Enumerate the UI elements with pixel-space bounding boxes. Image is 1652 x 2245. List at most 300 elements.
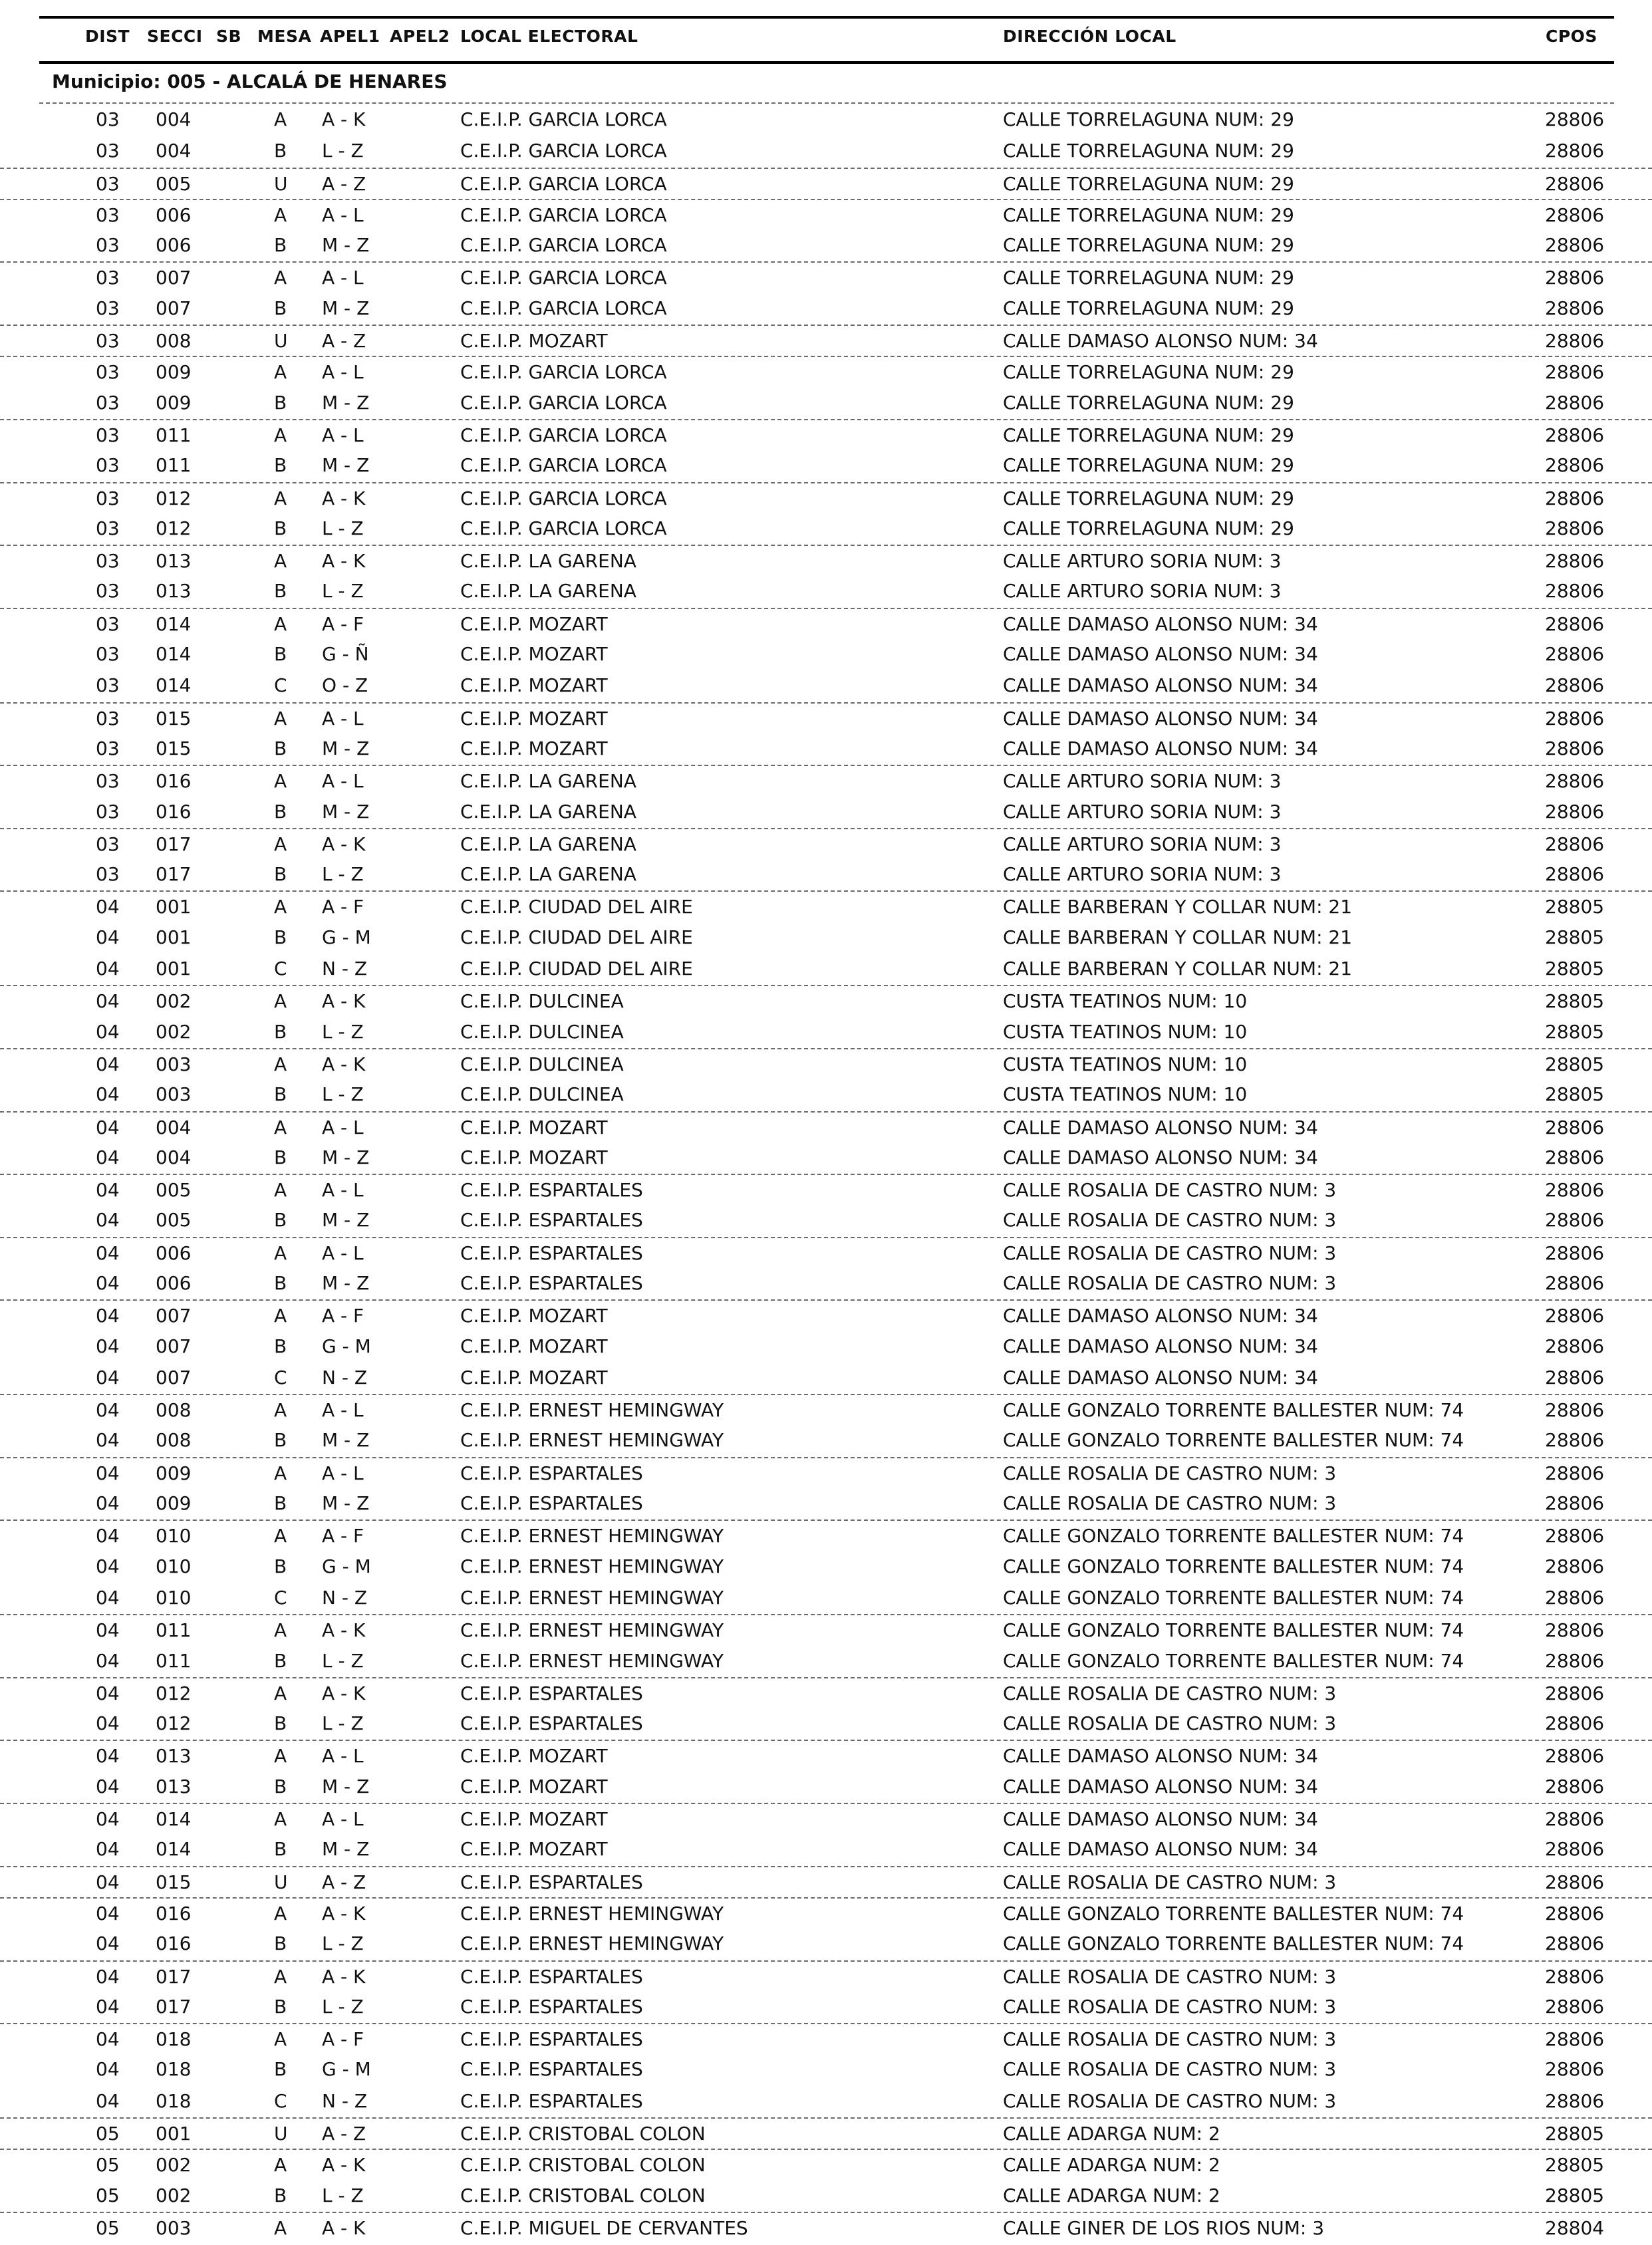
cell-dist: 03: [96, 487, 120, 509]
cell-apel1: L - Z: [322, 863, 364, 886]
cell-apel1: A - K: [322, 990, 366, 1013]
cell-dist: 04: [96, 1116, 120, 1138]
cell-direccion: CALLE ROSALIA DE CASTRO NUM: 3: [1003, 1179, 1337, 1202]
cell-direccion: CALLE GONZALO TORRENTE BALLESTER NUM: 74: [1003, 1586, 1464, 1609]
table-row: [0, 1740, 1652, 1771]
cell-secci: 007: [156, 297, 192, 319]
table-row: [0, 1614, 1652, 1645]
cell-mesa: B: [274, 1146, 287, 1168]
header-mesa: MESA: [257, 27, 312, 46]
cell-mesa: U: [274, 330, 288, 352]
cell-cpos: 28806: [1545, 1555, 1605, 1577]
cell-secci: 004: [156, 140, 192, 162]
table-row: [0, 261, 1652, 293]
cell-cpos: 28806: [1545, 1871, 1605, 1893]
cell-dist: 04: [96, 1053, 120, 1075]
cell-dist: 03: [96, 297, 120, 319]
cell-direccion: CALLE ROSALIA DE CASTRO NUM: 3: [1003, 2058, 1337, 2081]
cell-dist: 03: [96, 674, 120, 697]
cell-cpos: 28806: [1545, 770, 1605, 793]
table-row: [0, 1425, 1652, 1456]
municipio-title: Municipio: 005 - ALCALÁ DE HENARES: [52, 70, 448, 92]
cell-dist: 04: [96, 1366, 120, 1388]
cell-local: C.E.I.P. ESPARTALES: [460, 2028, 643, 2051]
table-row: [0, 985, 1652, 1016]
table-row: [0, 608, 1652, 639]
top-rule: [39, 16, 1614, 19]
cell-local: C.E.I.P. MOZART: [460, 1775, 608, 1797]
cell-dist: 05: [96, 2154, 120, 2177]
cell-secci: 002: [156, 1020, 192, 1043]
municipio-separator: [39, 102, 1614, 104]
table-row: [0, 450, 1652, 481]
cell-mesa: B: [274, 863, 287, 886]
cell-cpos: 28806: [1545, 391, 1605, 414]
cell-cpos: 28806: [1545, 1271, 1605, 1294]
cell-secci: 011: [156, 424, 192, 446]
cell-cpos: 28806: [1545, 1429, 1605, 1452]
table-row: [0, 2086, 1652, 2117]
cell-mesa: A: [274, 612, 287, 635]
cell-dist: 04: [96, 1399, 120, 1422]
cell-dist: 04: [96, 1462, 120, 1484]
header-apel1: APEL1: [320, 27, 380, 46]
cell-local: C.E.I.P. GARCIA LORCA: [460, 424, 667, 446]
cell-cpos: 28806: [1545, 1649, 1605, 1672]
cell-direccion: CALLE TORRELAGUNA NUM: 29: [1003, 140, 1294, 162]
cell-local: C.E.I.P. GARCIA LORCA: [460, 361, 667, 384]
table-row: [0, 1708, 1652, 1740]
cell-apel1: M - Z: [322, 1271, 370, 1294]
cell-dist: 04: [96, 896, 120, 918]
cell-cpos: 28806: [1545, 2028, 1605, 2051]
cell-direccion: CALLE BARBERAN Y COLLAR NUM: 21: [1003, 926, 1353, 948]
cell-apel1: A - K: [322, 1682, 366, 1704]
cell-cpos: 28806: [1545, 517, 1605, 539]
cell-local: C.E.I.P. MOZART: [460, 1366, 608, 1388]
cell-secci: 009: [156, 391, 192, 414]
cell-apel1: A - K: [322, 1965, 366, 1988]
cell-cpos: 28806: [1545, 550, 1605, 573]
table-body: [0, 104, 1652, 2243]
cell-apel1: A - L: [322, 424, 364, 446]
cell-cpos: 28805: [1545, 2123, 1605, 2145]
cell-secci: 006: [156, 234, 192, 257]
cell-direccion: CALLE DAMASO ALONSO NUM: 34: [1003, 1838, 1318, 1861]
cell-local: C.E.I.P. ESPARTALES: [460, 1965, 643, 1988]
cell-direccion: CUSTA TEATINOS NUM: 10: [1003, 1083, 1248, 1106]
cell-local: C.E.I.P. MOZART: [460, 1305, 608, 1327]
cell-local: C.E.I.P. GARCIA LORCA: [460, 203, 667, 226]
cell-mesa: A: [274, 833, 287, 855]
cell-secci: 014: [156, 674, 192, 697]
cell-direccion: CALLE GONZALO TORRENTE BALLESTER NUM: 74: [1003, 1649, 1464, 1672]
cell-secci: 018: [156, 2089, 192, 2112]
table-row: [0, 104, 1652, 136]
cell-cpos: 28805: [1545, 896, 1605, 918]
cell-cpos: 28806: [1545, 833, 1605, 855]
cell-mesa: U: [274, 172, 288, 195]
cell-mesa: A: [274, 1399, 287, 1422]
cell-direccion: CALLE ROSALIA DE CASTRO NUM: 3: [1003, 1712, 1337, 1735]
table-row: [0, 1457, 1652, 1488]
cell-mesa: B: [274, 2058, 287, 2081]
cell-direccion: CALLE DAMASO ALONSO NUM: 34: [1003, 1146, 1318, 1168]
cell-mesa: A: [274, 2154, 287, 2177]
table-row: [0, 2212, 1652, 2243]
table-row: [0, 1142, 1652, 1174]
cell-local: C.E.I.P. GARCIA LORCA: [460, 267, 667, 289]
cell-secci: 012: [156, 1712, 192, 1735]
cell-direccion: CALLE ROSALIA DE CASTRO NUM: 3: [1003, 1242, 1337, 1264]
cell-local: C.E.I.P. ESPARTALES: [460, 1462, 643, 1484]
cell-local: C.E.I.P. MOZART: [460, 1808, 608, 1831]
cell-secci: 009: [156, 1492, 192, 1515]
header-local: LOCAL ELECTORAL: [460, 27, 638, 46]
cell-secci: 005: [156, 1209, 192, 1232]
cell-apel1: L - Z: [322, 1083, 364, 1106]
cell-apel1: M - Z: [322, 1146, 370, 1168]
cell-cpos: 28806: [1545, 1808, 1605, 1831]
cell-direccion: CALLE DAMASO ALONSO NUM: 34: [1003, 612, 1318, 635]
cell-cpos: 28806: [1545, 2089, 1605, 2112]
cell-dist: 04: [96, 1838, 120, 1861]
cell-dist: 05: [96, 2123, 120, 2145]
cell-direccion: CALLE ROSALIA DE CASTRO NUM: 3: [1003, 1209, 1337, 1232]
cell-local: C.E.I.P. LA GARENA: [460, 800, 636, 823]
cell-mesa: B: [274, 2184, 287, 2206]
cell-dist: 04: [96, 1649, 120, 1672]
cell-secci: 009: [156, 361, 192, 384]
cell-mesa: A: [274, 1053, 287, 1075]
cell-direccion: CALLE TORRELAGUNA NUM: 29: [1003, 267, 1294, 289]
cell-secci: 012: [156, 487, 192, 509]
cell-apel1: M - Z: [322, 1429, 370, 1452]
header-dist: DIST: [85, 27, 130, 46]
cell-cpos: 28806: [1545, 1179, 1605, 1202]
cell-secci: 003: [156, 1053, 192, 1075]
table-row: [0, 859, 1652, 890]
cell-mesa: B: [274, 1932, 287, 1955]
cell-dist: 04: [96, 990, 120, 1013]
cell-mesa: A: [274, 1242, 287, 1264]
cell-secci: 018: [156, 2028, 192, 2051]
cell-direccion: CALLE DAMASO ALONSO NUM: 34: [1003, 737, 1318, 759]
table-row: [0, 2149, 1652, 2180]
cell-apel1: A - F: [322, 1525, 364, 1547]
table-row: [0, 733, 1652, 765]
cell-secci: 006: [156, 1242, 192, 1264]
cell-mesa: A: [274, 1902, 287, 1924]
cell-apel1: L - Z: [322, 1712, 364, 1735]
cell-local: C.E.I.P. ESPARTALES: [460, 1179, 643, 1202]
cell-dist: 04: [96, 1808, 120, 1831]
cell-secci: 016: [156, 800, 192, 823]
cell-apel1: A - K: [322, 1902, 366, 1924]
cell-cpos: 28806: [1545, 1462, 1605, 1484]
cell-dist: 04: [96, 1775, 120, 1797]
cell-apel1: G - Ñ: [322, 643, 369, 666]
cell-cpos: 28806: [1545, 643, 1605, 666]
cell-secci: 010: [156, 1586, 192, 1609]
cell-secci: 013: [156, 1775, 192, 1797]
cell-direccion: CALLE ROSALIA DE CASTRO NUM: 3: [1003, 1871, 1337, 1893]
cell-apel1: L - Z: [322, 1020, 364, 1043]
table-row: [0, 797, 1652, 828]
cell-dist: 03: [96, 707, 120, 729]
cell-apel1: M - Z: [322, 1775, 370, 1797]
cell-cpos: 28806: [1545, 267, 1605, 289]
cell-secci: 007: [156, 1335, 192, 1357]
cell-direccion: CALLE TORRELAGUNA NUM: 29: [1003, 487, 1294, 509]
cell-secci: 002: [156, 2154, 192, 2177]
cell-mesa: A: [274, 1619, 287, 1642]
cell-secci: 015: [156, 707, 192, 729]
table-row: [0, 199, 1652, 230]
table-row: [0, 1960, 1652, 1992]
cell-local: C.E.I.P. DULCINEA: [460, 1020, 624, 1043]
cell-direccion: CALLE ADARGA NUM: 2: [1003, 2184, 1220, 2206]
cell-apel1: A - L: [322, 770, 364, 793]
cell-local: C.E.I.P. MOZART: [460, 612, 608, 635]
cell-mesa: B: [274, 454, 287, 477]
cell-secci: 014: [156, 1808, 192, 1831]
cell-local: C.E.I.P. GARCIA LORCA: [460, 297, 667, 319]
cell-direccion: CALLE TORRELAGUNA NUM: 29: [1003, 297, 1294, 319]
cell-apel1: G - M: [322, 926, 371, 948]
cell-secci: 010: [156, 1525, 192, 1547]
cell-dist: 05: [96, 2216, 120, 2239]
cell-cpos: 28806: [1545, 361, 1605, 384]
cell-secci: 017: [156, 1965, 192, 1988]
cell-secci: 013: [156, 1745, 192, 1768]
cell-secci: 016: [156, 1902, 192, 1924]
cell-local: C.E.I.P. DULCINEA: [460, 1083, 624, 1106]
cell-local: C.E.I.P. ESPARTALES: [460, 1271, 643, 1294]
cell-apel1: N - Z: [322, 2089, 368, 2112]
cell-secci: 015: [156, 737, 192, 759]
cell-dist: 04: [96, 1209, 120, 1232]
table-row: [0, 1111, 1652, 1142]
cell-apel1: O - Z: [322, 674, 368, 697]
table-row: [0, 1299, 1652, 1331]
cell-mesa: A: [274, 1305, 287, 1327]
cell-secci: 006: [156, 1271, 192, 1294]
cell-dist: 03: [96, 580, 120, 602]
cell-apel1: L - Z: [322, 140, 364, 162]
cell-apel1: A - K: [322, 833, 366, 855]
header-sb: SB: [216, 27, 242, 46]
cell-local: C.E.I.P. ESPARTALES: [460, 1242, 643, 1264]
cell-local: C.E.I.P. GARCIA LORCA: [460, 517, 667, 539]
cell-mesa: A: [274, 990, 287, 1013]
cell-local: C.E.I.P. GARCIA LORCA: [460, 140, 667, 162]
cell-secci: 001: [156, 926, 192, 948]
cell-secci: 003: [156, 1083, 192, 1106]
cell-apel1: A - K: [322, 550, 366, 573]
table-row: [0, 1646, 1652, 1677]
cell-dist: 04: [96, 2089, 120, 2112]
cell-dist: 03: [96, 391, 120, 414]
table-row: [0, 1048, 1652, 1079]
cell-apel1: A - K: [322, 108, 366, 130]
cell-dist: 03: [96, 267, 120, 289]
cell-cpos: 28806: [1545, 1586, 1605, 1609]
cell-direccion: CALLE DAMASO ALONSO NUM: 34: [1003, 1775, 1318, 1797]
cell-cpos: 28806: [1545, 234, 1605, 257]
cell-direccion: CALLE TORRELAGUNA NUM: 29: [1003, 234, 1294, 257]
cell-direccion: CALLE DAMASO ALONSO NUM: 34: [1003, 1745, 1318, 1768]
cell-secci: 011: [156, 1649, 192, 1672]
cell-mesa: B: [274, 1649, 287, 1672]
cell-mesa: B: [274, 140, 287, 162]
cell-secci: 001: [156, 2123, 192, 2145]
cell-secci: 012: [156, 517, 192, 539]
cell-mesa: C: [274, 958, 287, 980]
cell-secci: 004: [156, 1116, 192, 1138]
cell-apel1: M - Z: [322, 737, 370, 759]
cell-apel1: A - L: [322, 1745, 364, 1768]
table-row: [0, 922, 1652, 954]
cell-dist: 04: [96, 926, 120, 948]
cell-local: C.E.I.P. CIUDAD DEL AIRE: [460, 896, 693, 918]
cell-dist: 04: [96, 1995, 120, 2018]
cell-dist: 04: [96, 1429, 120, 1452]
cell-apel1: G - M: [322, 1555, 371, 1577]
cell-dist: 04: [96, 1745, 120, 1768]
cell-local: C.E.I.P. MOZART: [460, 737, 608, 759]
cell-cpos: 28806: [1545, 1335, 1605, 1357]
cell-mesa: A: [274, 108, 287, 130]
cell-mesa: C: [274, 1586, 287, 1609]
cell-cpos: 28806: [1545, 800, 1605, 823]
cell-secci: 014: [156, 643, 192, 666]
cell-apel1: L - Z: [322, 517, 364, 539]
cell-direccion: CUSTA TEATINOS NUM: 10: [1003, 1020, 1248, 1043]
cell-mesa: A: [274, 707, 287, 729]
cell-apel1: A - L: [322, 1399, 364, 1422]
cell-mesa: B: [274, 1083, 287, 1106]
cell-cpos: 28806: [1545, 707, 1605, 729]
cell-local: C.E.I.P. ERNEST HEMINGWAY: [460, 1902, 724, 1924]
cell-local: C.E.I.P. LA GARENA: [460, 770, 636, 793]
cell-dist: 03: [96, 361, 120, 384]
table-row: [0, 2117, 1652, 2149]
cell-local: C.E.I.P. GARCIA LORCA: [460, 234, 667, 257]
cell-mesa: A: [274, 487, 287, 509]
cell-dist: 03: [96, 140, 120, 162]
table-row: [0, 828, 1652, 859]
table-row: [0, 136, 1652, 167]
cell-cpos: 28806: [1545, 863, 1605, 886]
cell-mesa: A: [274, 1525, 287, 1547]
cell-local: C.E.I.P. ERNEST HEMINGWAY: [460, 1619, 724, 1642]
cell-local: C.E.I.P. ERNEST HEMINGWAY: [460, 1555, 724, 1577]
cell-secci: 005: [156, 1179, 192, 1202]
cell-direccion: CALLE ADARGA NUM: 2: [1003, 2123, 1220, 2145]
cell-cpos: 28805: [1545, 958, 1605, 980]
cell-dist: 04: [96, 1965, 120, 1988]
cell-dist: 04: [96, 1712, 120, 1735]
cell-direccion: CALLE ARTURO SORIA NUM: 3: [1003, 833, 1282, 855]
cell-cpos: 28804: [1545, 2216, 1605, 2239]
cell-dist: 03: [96, 800, 120, 823]
cell-cpos: 28806: [1545, 2058, 1605, 2081]
table-header: [0, 23, 1652, 56]
table-row: [0, 2180, 1652, 2212]
cell-mesa: B: [274, 234, 287, 257]
cell-mesa: B: [274, 643, 287, 666]
cell-apel1: M - Z: [322, 1209, 370, 1232]
cell-mesa: B: [274, 391, 287, 414]
cell-direccion: CALLE TORRELAGUNA NUM: 29: [1003, 108, 1294, 130]
cell-secci: 011: [156, 454, 192, 477]
cell-cpos: 28806: [1545, 203, 1605, 226]
cell-apel1: A - K: [322, 1619, 366, 1642]
cell-apel1: A - L: [322, 707, 364, 729]
cell-apel1: L - Z: [322, 580, 364, 602]
cell-apel1: A - K: [322, 1053, 366, 1075]
cell-local: C.E.I.P. ESPARTALES: [460, 1995, 643, 2018]
table-row: [0, 1174, 1652, 1205]
cell-local: C.E.I.P. MOZART: [460, 330, 608, 352]
cell-direccion: CALLE TORRELAGUNA NUM: 29: [1003, 424, 1294, 446]
cell-secci: 007: [156, 1305, 192, 1327]
table-row: [0, 545, 1652, 576]
cell-local: C.E.I.P. GARCIA LORCA: [460, 454, 667, 477]
cell-dist: 04: [96, 1271, 120, 1294]
cell-secci: 001: [156, 958, 192, 980]
cell-direccion: CALLE GINER DE LOS RIOS NUM: 3: [1003, 2216, 1325, 2239]
cell-mesa: B: [274, 1335, 287, 1357]
cell-mesa: B: [274, 1775, 287, 1797]
cell-direccion: CALLE TORRELAGUNA NUM: 29: [1003, 172, 1294, 195]
cell-secci: 002: [156, 2184, 192, 2206]
cell-apel1: M - Z: [322, 800, 370, 823]
cell-apel1: L - Z: [322, 2184, 364, 2206]
cell-secci: 017: [156, 863, 192, 886]
cell-cpos: 28806: [1545, 1492, 1605, 1515]
cell-apel1: G - M: [322, 2058, 371, 2081]
cell-apel1: A - Z: [322, 172, 366, 195]
cell-cpos: 28806: [1545, 674, 1605, 697]
cell-apel1: M - Z: [322, 1492, 370, 1515]
table-row: [0, 1992, 1652, 2023]
cell-cpos: 28805: [1545, 2184, 1605, 2206]
cell-cpos: 28805: [1545, 1020, 1605, 1043]
cell-direccion: CALLE BARBERAN Y COLLAR NUM: 21: [1003, 958, 1353, 980]
cell-cpos: 28806: [1545, 1682, 1605, 1704]
cell-direccion: CALLE DAMASO ALONSO NUM: 34: [1003, 1366, 1318, 1388]
cell-secci: 014: [156, 1838, 192, 1861]
cell-secci: 010: [156, 1555, 192, 1577]
cell-dist: 04: [96, 1932, 120, 1955]
cell-local: C.E.I.P. ESPARTALES: [460, 1712, 643, 1735]
cell-cpos: 28806: [1545, 1712, 1605, 1735]
cell-secci: 016: [156, 770, 192, 793]
cell-dist: 03: [96, 612, 120, 635]
cell-local: C.E.I.P. MOZART: [460, 1146, 608, 1168]
cell-direccion: CALLE ARTURO SORIA NUM: 3: [1003, 770, 1282, 793]
table-row: [0, 1897, 1652, 1928]
cell-cpos: 28806: [1545, 454, 1605, 477]
cell-mesa: A: [274, 2028, 287, 2051]
cell-cpos: 28806: [1545, 330, 1605, 352]
cell-local: C.E.I.P. ESPARTALES: [460, 1209, 643, 1232]
cell-local: C.E.I.P. ERNEST HEMINGWAY: [460, 1932, 724, 1955]
cell-mesa: B: [274, 1209, 287, 1232]
cell-apel1: L - Z: [322, 1995, 364, 2018]
